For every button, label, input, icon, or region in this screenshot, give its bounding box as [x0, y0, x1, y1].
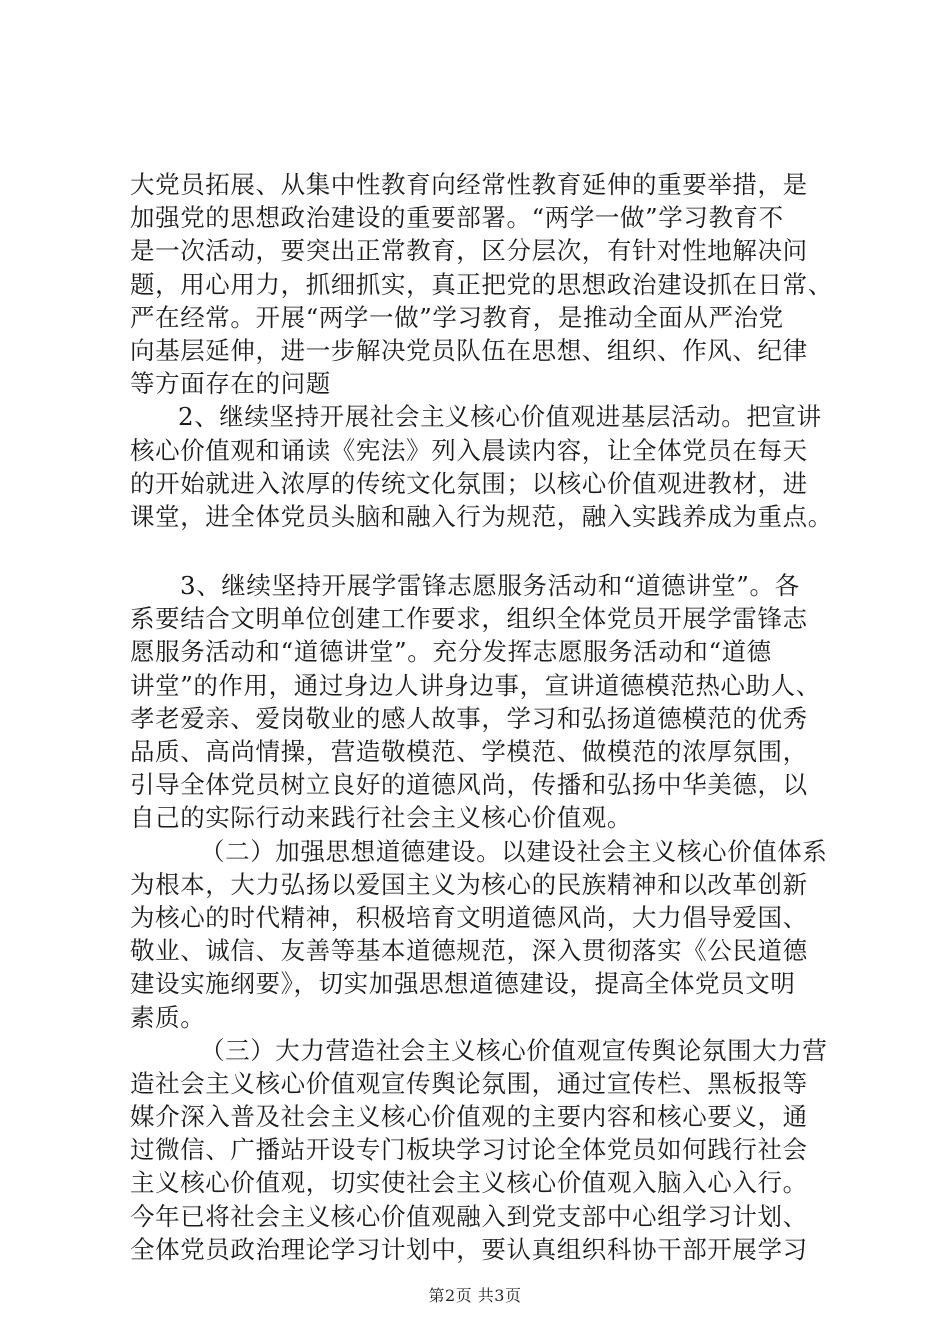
text-line: 建设实施纲要》，切实加强思想道德建设，提高全体党员文明 [130, 969, 796, 999]
text-line: 品质、高尚情操，营造敬模范、学模范、做模范的浓厚氛围， [130, 737, 808, 766]
text-line: 严在经常。开展“两学一做”学习教育，是推动全面从严治党 [130, 302, 784, 332]
text-line: 主义核心价值观，切实使社会主义核心价值观入脑入心入行。 [130, 1168, 808, 1198]
text-line: 媒介深入普及社会主义核心价值观的主要内容和核心要义，通 [130, 1102, 808, 1132]
text-line: 今年已将社会主义核心价值观融入到党支部中心组学习计划、 [130, 1201, 808, 1231]
document-body [130, 168, 833, 1266]
text-line: 过微信、广播站开设专门板块学习讨论全体党员如何践行社会 [130, 1135, 808, 1165]
text-line: 为根本，大力弘扬以爱国主义为核心的民族精神和以改革创新 [130, 869, 808, 899]
text-line: 素质。 [130, 1002, 206, 1032]
text-line: 向基层延伸，进一步解决党员队伍在思想、组织、作风、纪律 [130, 335, 808, 365]
text-line: 自己的实际行动来践行社会主义核心价值观。 [130, 803, 632, 833]
section-heading-line: （二）加强思想道德建设。以建设社会主义核心价值体系 [200, 836, 828, 866]
text-line: 的开始就进入浓厚的传统文化氛围；以核心价值观进教材，进 [130, 468, 808, 498]
text-line: 大党员拓展、从集中性教育向经常性教育延伸的重要举措，是 [130, 170, 808, 199]
text-line: 讲堂”的作用，通过身边人讲身边事，宣讲道德模范热心助人、 [130, 670, 821, 700]
text-line: 系要结合文明单位创建工作要求，组织全体党员开展学雷锋志 [130, 604, 808, 634]
paragraph-start-line: 3、继续坚持开展学雷锋志愿服务活动和“道德讲堂”。各 [180, 571, 800, 601]
text-line: 引导全体党员树立良好的道德风尚，传播和弘扬中华美德，以 [130, 770, 808, 800]
text-line: 等方面存在的问题 [130, 369, 331, 399]
text-line: 加强党的思想政治建设的重要部署。“两学一做”学习教育不 [130, 203, 784, 233]
text-line: 造社会主义核心价值观宣传舆论氛围，通过宣传栏、黑板报等 [130, 1068, 808, 1098]
text-line: 核心价值观和诵读《宪法》列入晨读内容，让全体党员在每天 [130, 435, 808, 465]
paragraph-gap [130, 533, 830, 569]
text-line: 孝老爱亲、爱岗敬业的感人故事，学习和弘扬道德模范的优秀 [130, 703, 808, 733]
text-line: 全体党员政治理论学习计划中，要认真组织科协干部开展学习 [130, 1234, 808, 1264]
text-line: 是一次活动，要突出正常教育，区分层次，有针对性地解决问 [130, 236, 808, 266]
section-heading-line: （三）大力营造社会主义核心价值观宣传舆论氛围大力营 [200, 1035, 828, 1065]
text-line: 愿服务活动和“道德讲堂”。充分发挥志愿服务活动和“道德 [130, 637, 772, 667]
text-line: 敬业、诚信、友善等基本道德规范，深入贯彻落实《公民道德 [130, 936, 808, 966]
text-line: 为核心的时代精神，积极培育文明道德风尚，大力倡导爱国、 [130, 902, 808, 932]
text-line: 题，用心用力，抓细抓实，真正把党的思想政治建设抓在日常、 [130, 269, 833, 299]
paragraph-start-line: 2、继续坚持开展社会主义核心价值观进基层活动。把宣讲 [178, 402, 822, 432]
page-footer: 第2页 共3页 [428, 1286, 522, 1305]
text-line: 课堂，进全体党员头脑和融入行为规范，融入实践养成为重点。 [130, 501, 833, 531]
